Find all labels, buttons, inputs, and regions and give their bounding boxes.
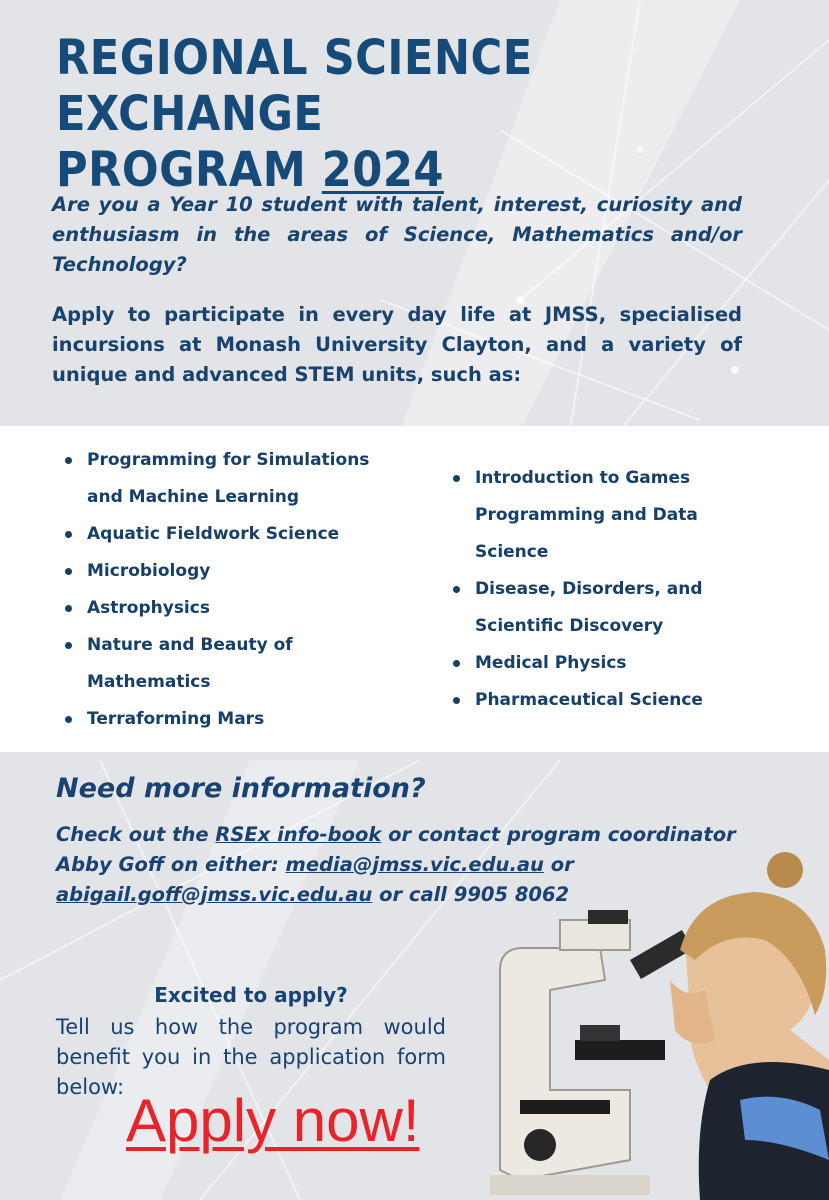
title-line-1: REGIONAL SCIENCE EXCHANGE [56,30,533,142]
list-item [450,571,720,645]
list-item [62,516,382,553]
media-email-link[interactable]: media@jmss.vic.edu.au [285,853,544,876]
unit-list-left [62,442,382,738]
list-item [62,590,382,627]
page-title [56,30,776,198]
list-item [62,701,382,738]
unit-label: Terraforming Mars [87,709,265,729]
apply-now-link[interactable]: Apply now! [126,1087,420,1154]
student-microscope-photo [480,840,829,1200]
unit-label: Disease, Disorders, and Scientific Discovery [475,579,703,636]
unit-label: Astrophysics [87,598,210,618]
unit-list-right [450,460,720,719]
list-item [62,553,382,590]
unit-label: Programming for Simulations and Machine Learning [87,450,370,507]
more-info-heading: Need more information? [56,773,426,804]
unit-label: Aquatic Fieldwork Science [87,524,340,544]
contact-text-4: or call 9905 8062 [372,883,570,906]
title-line-2-prefix: PROGRAM [56,142,322,198]
info-book-link[interactable]: RSEx info-book [215,823,382,846]
contact-text-3: or [543,853,574,876]
unit-label: Introduction to Games Programming and Data Science [475,468,698,562]
coordinator-email-link[interactable]: abigail.goff@jmss.vic.edu.au [56,883,373,906]
unit-label: Nature and Beauty of Mathematics [87,635,293,692]
list-item [62,442,382,516]
contact-text-2: or contact program coordinator Abby Goff on either: [56,823,736,876]
title-year: 2024 [321,142,444,198]
unit-label: Pharmaceutical Science [475,690,703,710]
list-item [62,627,382,701]
list-item [450,645,720,682]
unit-label: Microbiology [87,561,211,581]
unit-label: Medical Physics [475,653,627,673]
list-item [450,682,720,719]
contact-text-1: Check out the [56,823,216,846]
excited-heading: Excited to apply? [154,983,348,1007]
apply-instructions: Tell us how the program would benefit you in the application form below: [56,1015,446,1099]
intro-question: Are you a Year 10 student with talent, interest, curiosity and enthusiasm in the areas of Science, Mathematics and/or Technology? [52,193,742,276]
apply-description: Apply to participate in every day life at JMSS, specialised incursions at Monash University Clayton, and a variety of unique and advanced STEM units, such as: [52,303,742,386]
list-item [450,460,720,571]
